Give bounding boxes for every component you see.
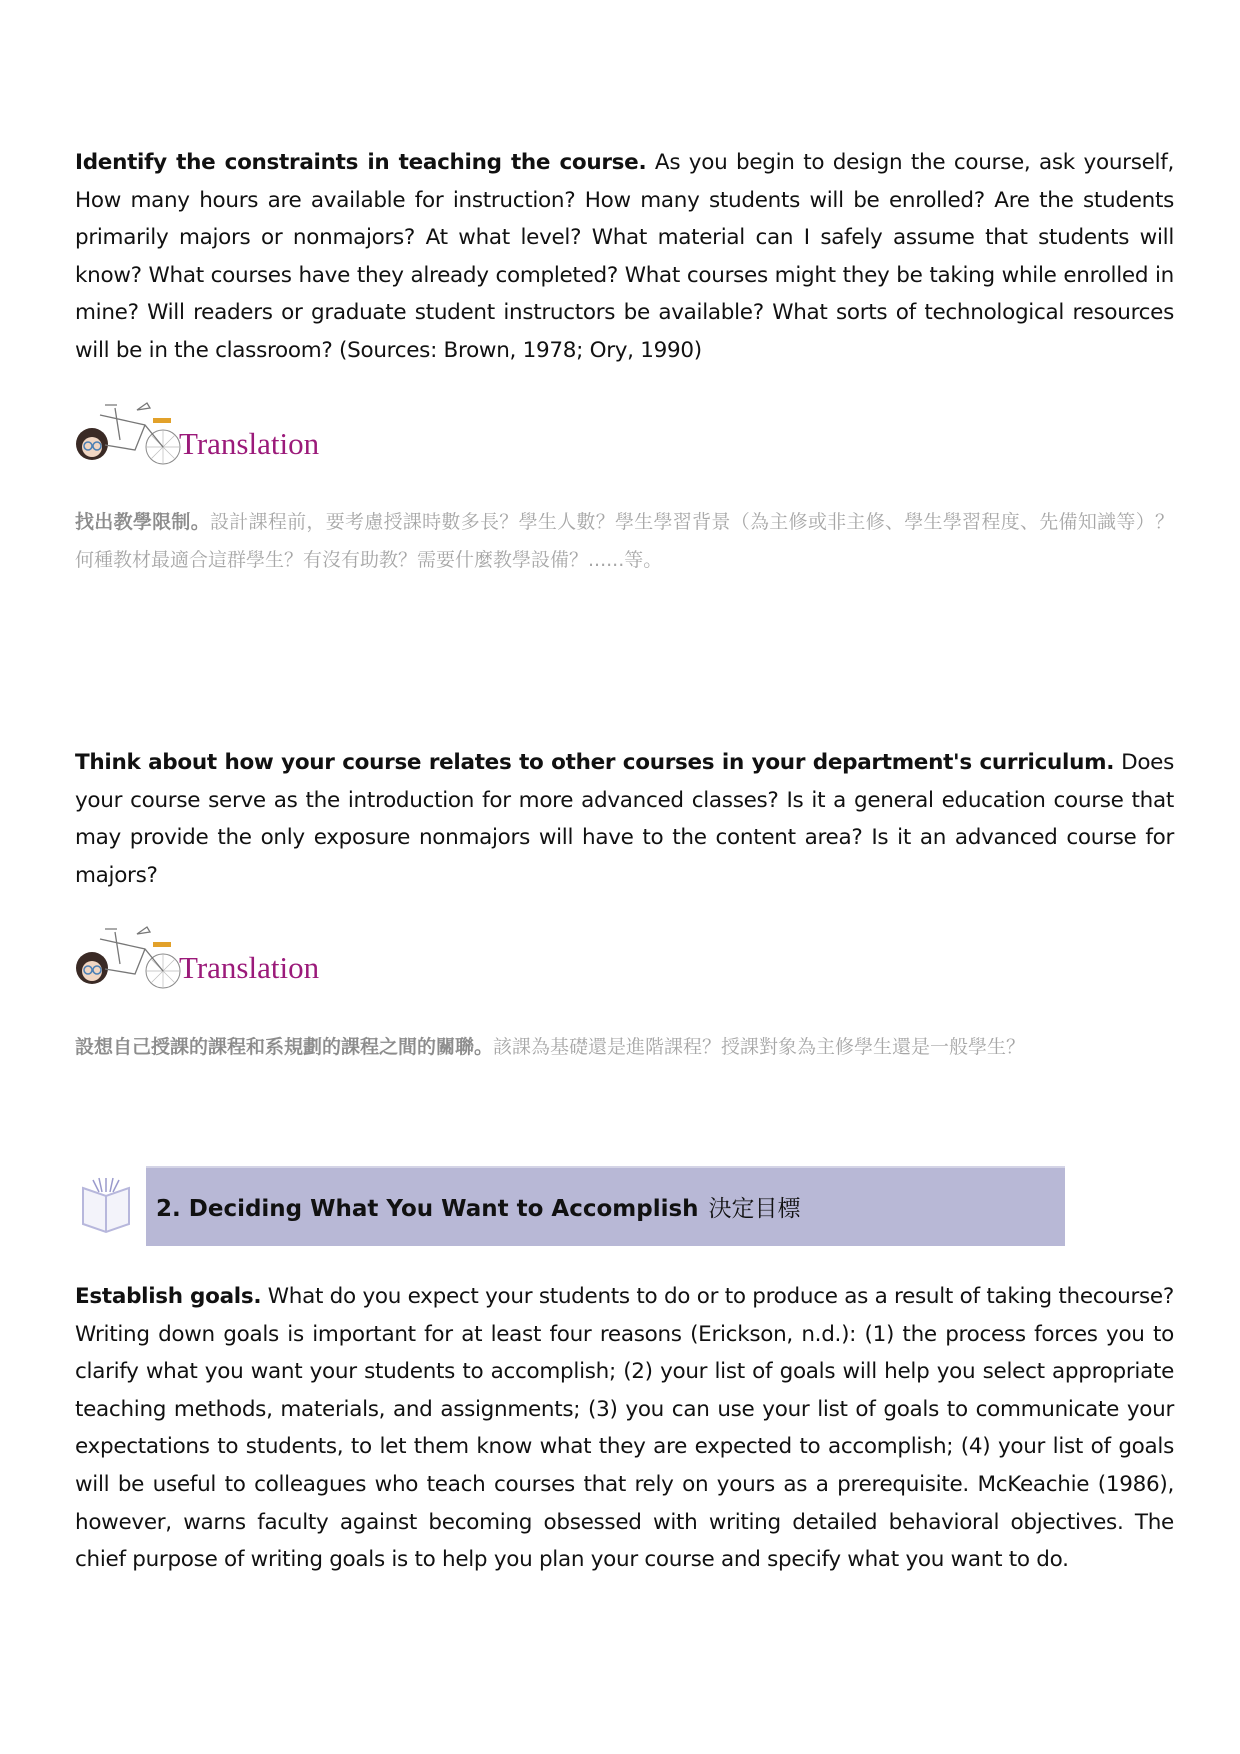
translation-logo [75, 924, 331, 990]
paragraph-body: What do you expect your students to do or to produce as a result of taking thecourse? Writing down goals is important for at least four reasons (Erickson, n.d.): (1) the process forces you to clarify what you want your students to accomplish; (2) your list of goals will help you select appropriate teaching methods, materials, and assignments; (3) you can use your list of goals to communicate your expectations to students, to let them know what they are expected to accomplish; (4) your list of goals will be useful to colleagues who teach courses that rely on yours as a prerequisite. McKeachie (1986), however, warns faculty against becoming obsessed with writing detailed behavioral objectives. The chief purpose of writing goals is to help you plan your course and specify what you want to do. [75, 1284, 1174, 1573]
bicycle-girl-icon [75, 400, 185, 466]
open-book-icon [79, 1176, 133, 1234]
section-heading-band [146, 1166, 1065, 1246]
paragraph-lead: Establish goals. [75, 1284, 262, 1309]
paragraph-lead: Think about how your course relates to other courses in your department's curriculum. [75, 750, 1115, 775]
paragraph-curriculum [75, 744, 1174, 894]
translation-lead: 找出教學限制。 [75, 511, 210, 533]
translation-label: Translation [179, 426, 320, 461]
section-heading-title-zh: 決定目標 [708, 1196, 801, 1222]
paragraph-body: Does your course serve as the introduction for more advanced classes? Is it a general education course that may provide the only exposure nonmajors will have to the content area? Is it an advanced course for majors? [75, 750, 1175, 888]
paragraph-goals [75, 1278, 1174, 1579]
translation-logo [75, 400, 331, 466]
translation-text [75, 1028, 1174, 1066]
translation-body: 設計課程前，要考慮授課時數多長？學生人數？學生學習背景（為主修或非主修、學生學習程度、先備知識等）？何種教材最適合這群學生？有沒有助教？需要什麼教學設備？......等。 [75, 511, 1174, 571]
translation-lead: 設想自己授課的課程和系規劃的課程之間的關聯。 [75, 1036, 494, 1058]
section-heading [156, 1190, 801, 1223]
translation-label: Translation [179, 950, 320, 985]
section-heading-title: 2. Deciding What You Want to Accomplish [156, 1196, 699, 1222]
paragraph-constraints [75, 144, 1174, 370]
translation-body: 該課為基礎還是進階課程？授課對象為主修學生還是一般學生？ [493, 1036, 1026, 1058]
translation-text [75, 503, 1174, 579]
paragraph-lead: Identify the constraints in teaching the course. [75, 150, 647, 175]
bicycle-girl-icon [75, 924, 185, 990]
paragraph-body: As you begin to design the course, ask yourself, How many hours are available for instruction? How many students will be enrolled? Are the students primarily majors or nonmajors? At what level? What material can I safely assume that students will know? What courses have they already completed? What courses might they be taking while enrolled in mine? Will readers or graduate student instructors be available? What sorts of technological resources will be in the classroom? (Sources: Brown, 1978; Ory, 1990) [75, 150, 1174, 363]
